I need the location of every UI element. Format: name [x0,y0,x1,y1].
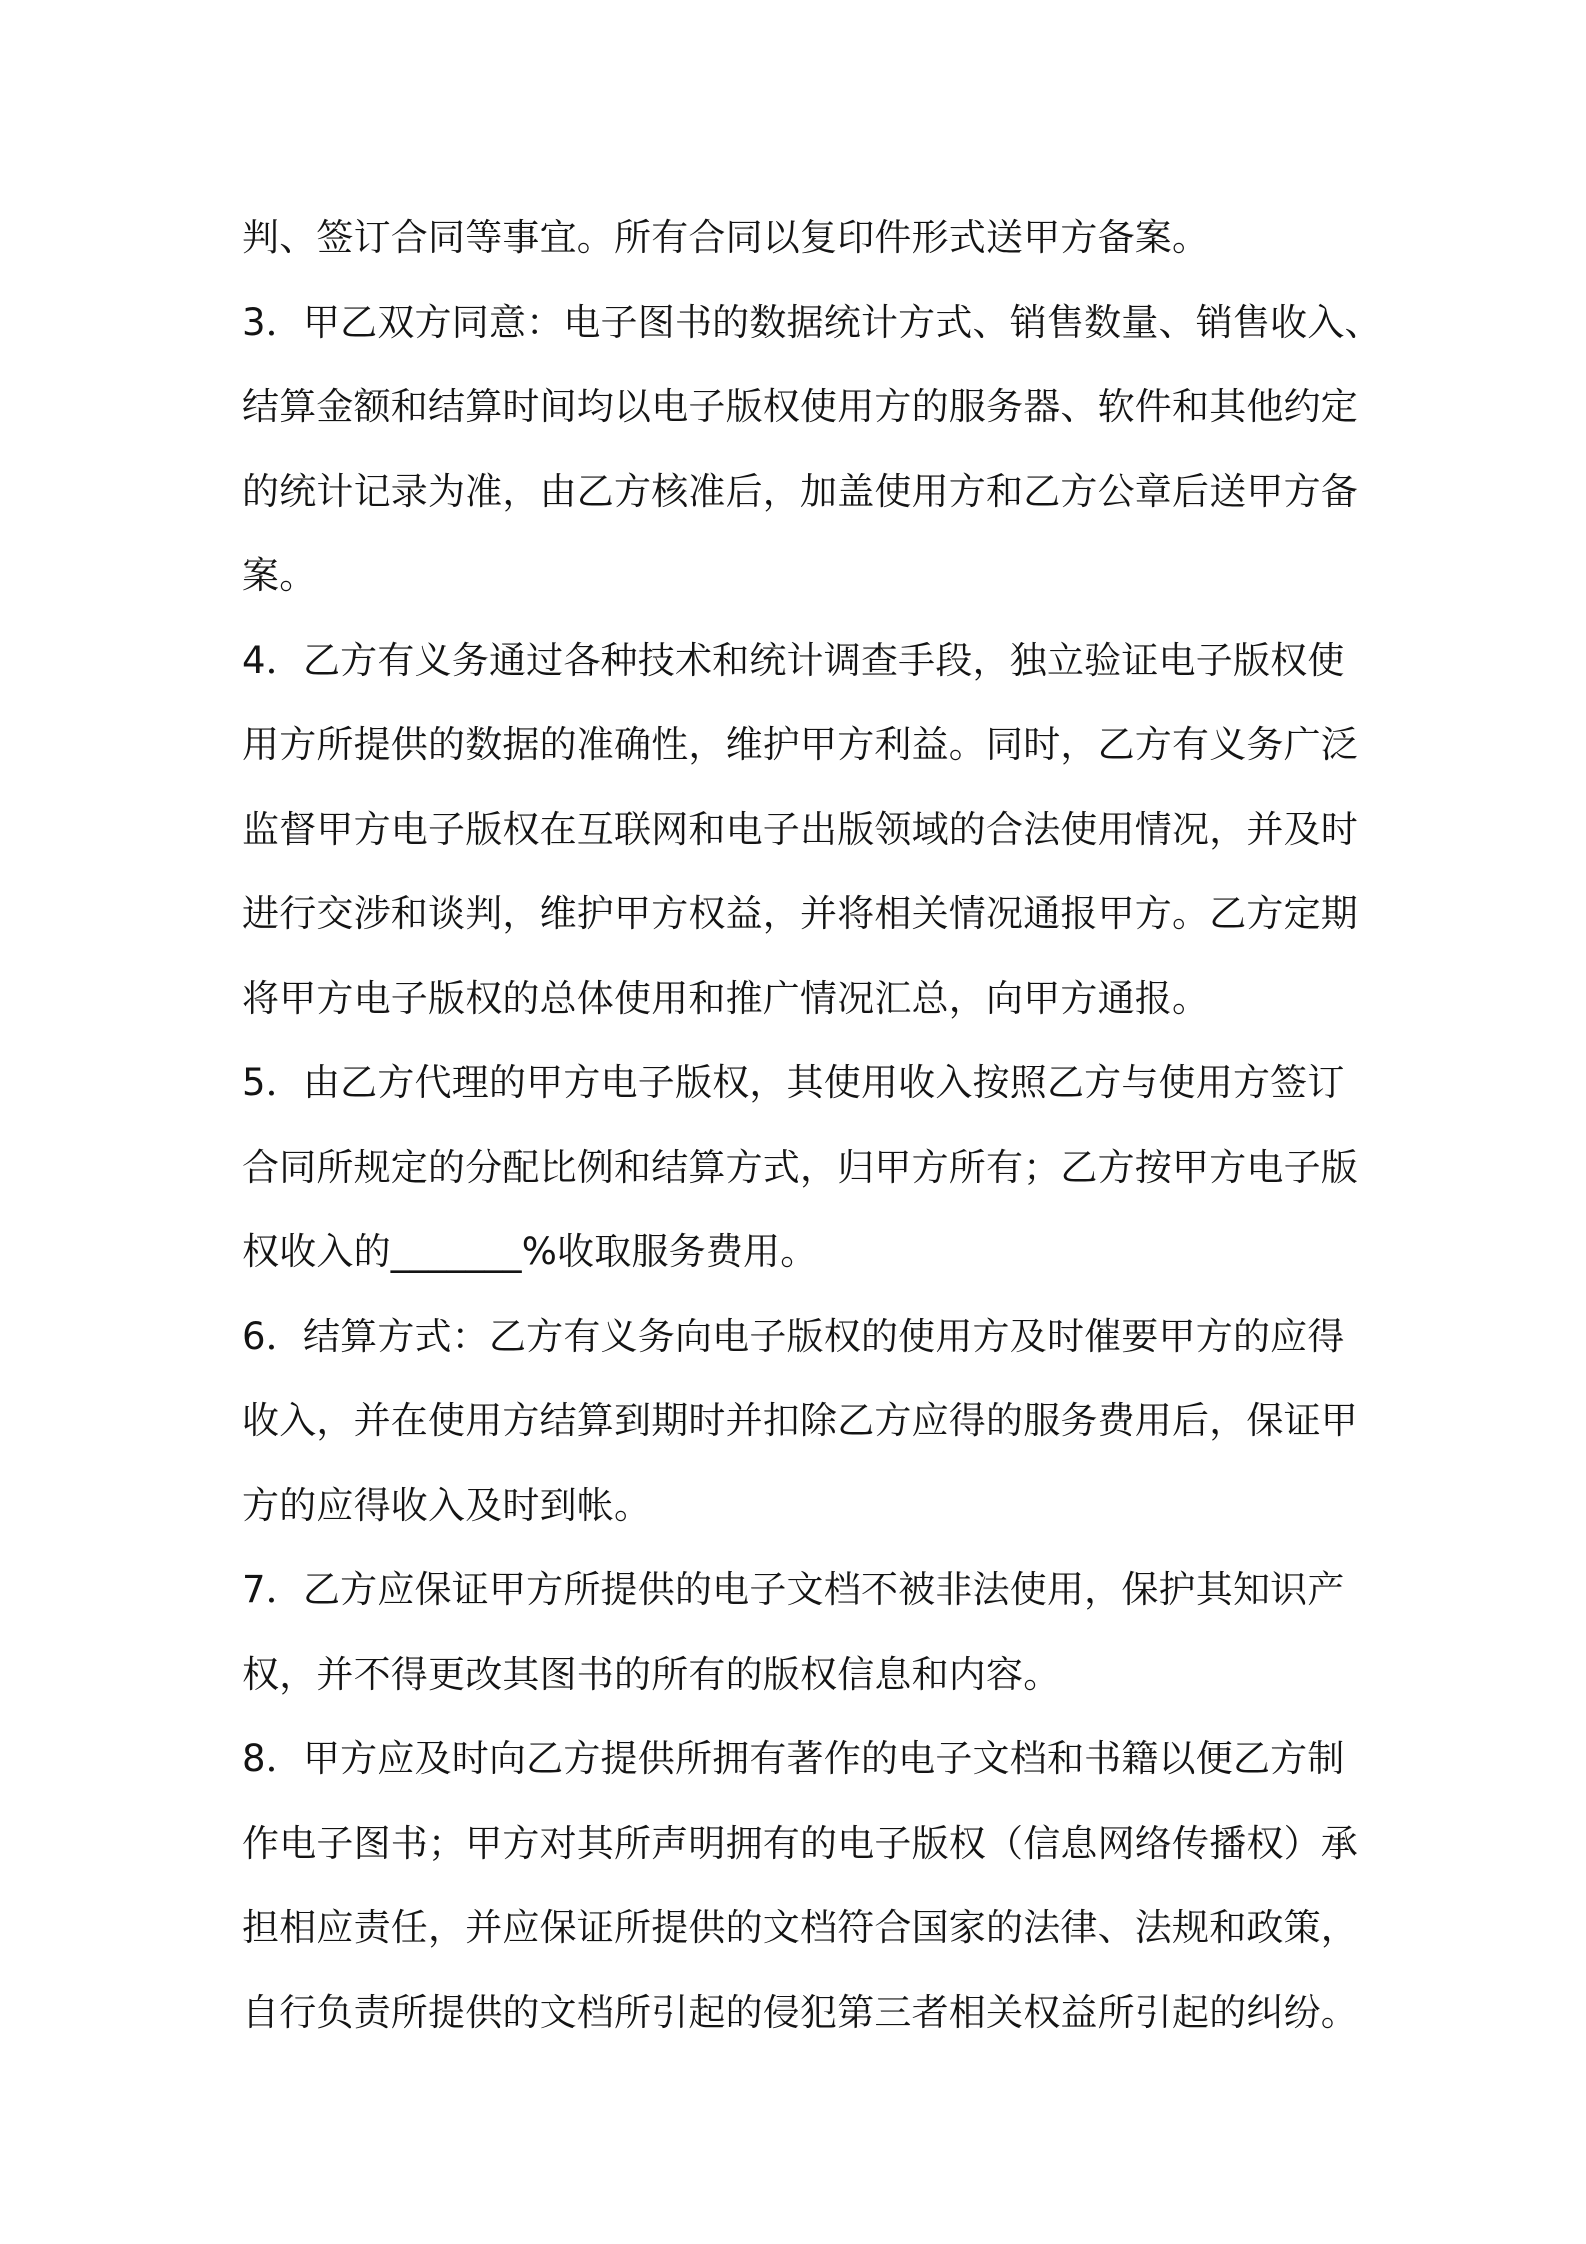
text-line: 担相应责任，并应保证所提供的文档符合国家的法律、法规和政策， [242,1906,1358,1949]
text-line: 方的应得收入及时到帐。 [242,1483,652,1527]
text-line: 6．结算方式：乙方有义务向电子版权的使用方及时催要甲方的应得 [242,1314,1345,1358]
text-line: 收入，并在使用方结算到期时并扣除乙方应得的服务费用后，保证甲 [242,1399,1358,1442]
text-line: 结算金额和结算时间均以电子版权使用方的服务器、软件和其他约定 [242,385,1358,428]
text-line: 判、签订合同等事宜。所有合同以复印件形式送甲方备案。 [242,216,1210,259]
text-line: 用方所提供的数据的准确性，维护甲方利益。同时，乙方有义务广泛 [242,723,1358,766]
text-line: 4．乙方有义务通过各种技术和统计调查手段，独立验证电子版权使 [242,638,1345,682]
text-line: 3．甲乙双方同意：电子图书的数据统计方式、销售数量、销售收入、 [242,300,1382,344]
text-line: 作电子图书；甲方对其所声明拥有的电子版权（信息网络传播权）承 [242,1821,1358,1865]
text-line: 的统计记录为准，由乙方核准后，加盖使用方和乙方公章后送甲方备 [242,469,1358,513]
text-line: 进行交涉和谈判，维护甲方权益，并将相关情况通报甲方。乙方定期 [242,892,1358,935]
document-body [242,196,1382,2055]
text-line: 监督甲方电子版权在互联网和电子出版领域的合法使用情况，并及时 [242,807,1358,851]
text-line: 权收入的_______%收取服务费用。 [242,1230,818,1273]
text-line: 自行负责所提供的文档所引起的侵犯第三者相关权益所引起的纠纷。 [242,1990,1358,2034]
text-line: 8．甲方应及时向乙方提供所拥有著作的电子文档和书籍以便乙方制 [242,1737,1345,1780]
text-line: 合同所规定的分配比例和结算方式，归甲方所有；乙方按甲方电子版 [242,1145,1358,1189]
text-line: 7．乙方应保证甲方所提供的电子文档不被非法使用，保护其知识产 [242,1568,1345,1611]
text-line: 案。 [242,554,317,597]
text-line: 将甲方电子版权的总体使用和推广情况汇总，向甲方通报。 [242,976,1210,1020]
text-line: 5．由乙方代理的甲方电子版权，其使用收入按照乙方与使用方签订 [242,1061,1345,1104]
text-line: 权，并不得更改其图书的所有的版权信息和内容。 [242,1652,1061,1696]
